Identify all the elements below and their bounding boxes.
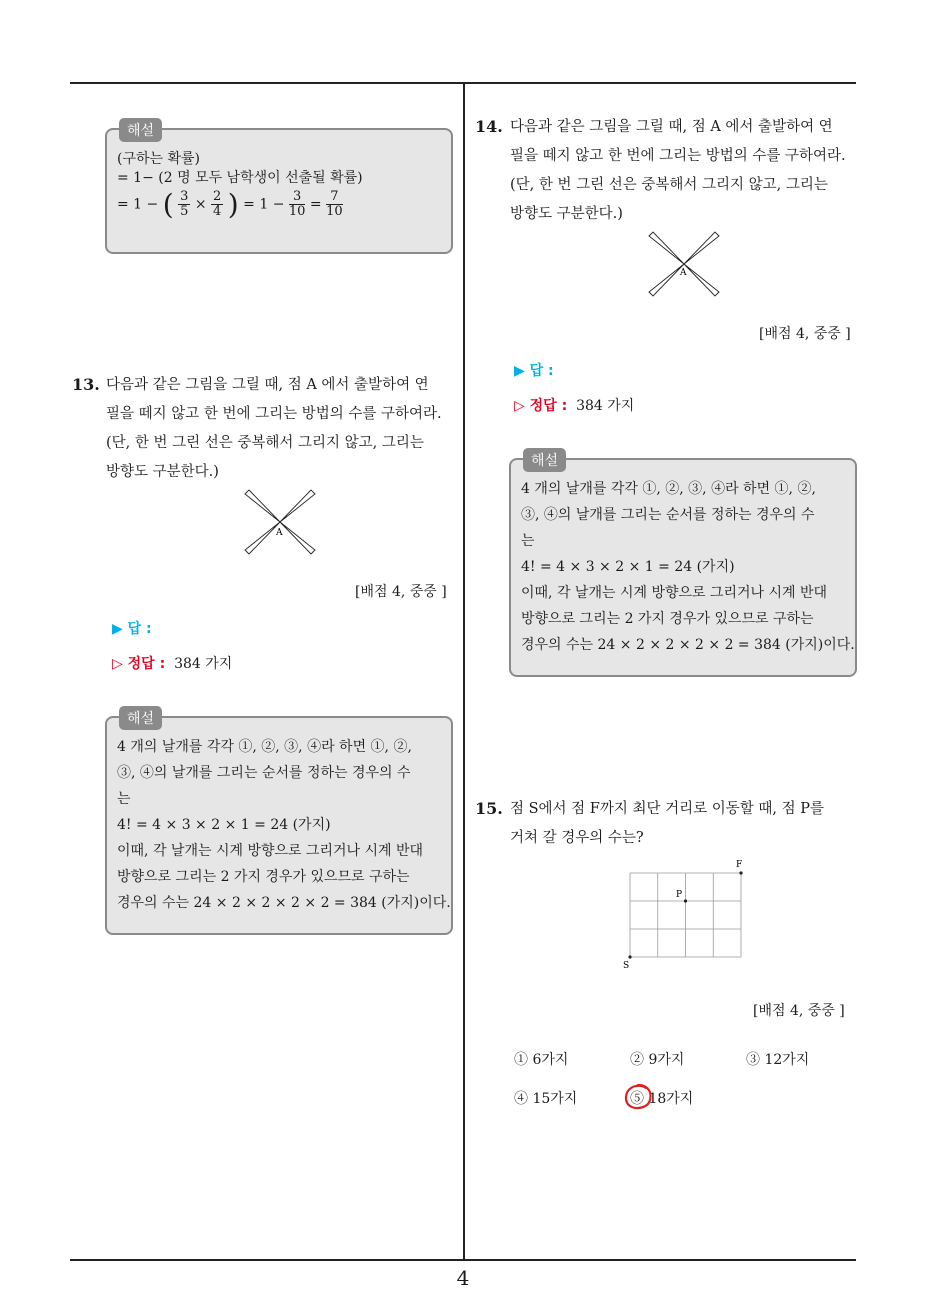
question-number-14: 14.: [475, 117, 503, 136]
choice-1[interactable]: ① 6가지: [514, 1052, 569, 1068]
solution-box-12: [105, 123, 453, 254]
solution-line: (구하는 확률): [117, 151, 200, 167]
solution-tag: 해설: [119, 706, 162, 730]
question-number-15: 15.: [475, 799, 503, 818]
score-14: [배점 4, 중중 ]: [759, 326, 851, 342]
solution-tag: 해설: [119, 118, 162, 142]
choice-5[interactable]: ⑤ 18가지: [630, 1091, 694, 1107]
question-number-13: 13.: [72, 375, 100, 394]
score-15: [배점 4, 중중 ]: [753, 1003, 845, 1019]
x-figure-14: [648, 231, 720, 297]
solution-formula: = 1 − ( $\frac{3}{5}$ × $\frac{2}{4}$ ) = 1 − $\frac{3}{10}$ = $\frac{7}{10}$: [117, 188, 343, 221]
solution-line: = 1− (2 명 모두 남학생이 선출될 확률): [117, 170, 363, 186]
point-a-label: A: [680, 268, 687, 278]
point-p-label: P: [676, 890, 683, 900]
question-text-15: 점 S에서 점 F까지 최단 거리로 이동할 때, 점 P를 거쳐 갈 경우의 수는?: [510, 801, 824, 846]
point-f-label: F: [736, 860, 743, 870]
solution-box-13: 해설 4 개의 날개를 각각 ①, ②, ③, ④라 하면 ①, ②, ③, ④의 날개를 그리는 순서를 정하는 경우의 수 는 4! = 4 × 3 × 2 × 1 = 24 (가지) 이때, 각 날개는 시계 방향으로 그리거나 시계 반대 방향으로 그리는 2 가지 경우가 있으므로 구하는 경우의 수는 24 × 2 × 2 × 2 × 2 = 384 (가지)이다.: [105, 716, 453, 935]
page-number: 4: [456, 1266, 470, 1290]
correct-answer-13: ▷ 정답 : 384 가지: [112, 656, 233, 672]
column-divider: [463, 83, 465, 1260]
solution-tag: 해설: [523, 448, 566, 472]
choice-2[interactable]: ② 9가지: [630, 1052, 685, 1068]
grid-figure-15: [618, 858, 748, 970]
point-s-label: S: [623, 961, 630, 970]
x-figure-13: [244, 489, 316, 555]
answer-label-14: ▶ 답 :: [514, 363, 554, 379]
point-a-label: A: [276, 528, 283, 538]
choice-4[interactable]: ④ 15가지: [514, 1091, 578, 1107]
answer-label-13: ▶ 답 :: [112, 621, 152, 637]
correct-value: 384 가지: [576, 398, 635, 414]
selected-answer-circle: [622, 1082, 654, 1112]
solution-box-14: 해설 4 개의 날개를 각각 ①, ②, ③, ④라 하면 ①, ②, ③, ④의 날개를 그리는 순서를 정하는 경우의 수 는 4! = 4 × 3 × 2 × 1 = 24 (가지) 이때, 각 날개는 시계 방향으로 그리거나 시계 반대 방향으로 그리는 2 가지 경우가 있으므로 구하는 경우의 수는 24 × 2 × 2 × 2 × 2 = 384 (가지)이다.: [509, 458, 857, 677]
bottom-rule: [70, 1259, 856, 1261]
correct-value: 384 가지: [174, 656, 233, 672]
correct-answer-14: ▷ 정답 : 384 가지: [514, 398, 635, 414]
choice-3[interactable]: ③ 12가지: [746, 1052, 810, 1068]
question-text-14: 다음과 같은 그림을 그릴 때, 점 A 에서 출발하여 연 필을 떼지 않고 한 번에 그리는 방법의 수를 구하여라. (단, 한 번 그린 선은 중복해서 그리지 않고, 그리는 방향도 구분한다.): [510, 119, 846, 222]
question-text-13: 다음과 같은 그림을 그릴 때, 점 A 에서 출발하여 연 필을 떼지 않고 한 번에 그리는 방법의 수를 구하여라. (단, 한 번 그린 선은 중복해서 그리지 않고, 그리는 방향도 구분한다.): [106, 377, 442, 480]
score-13: [배점 4, 중중 ]: [355, 584, 447, 600]
